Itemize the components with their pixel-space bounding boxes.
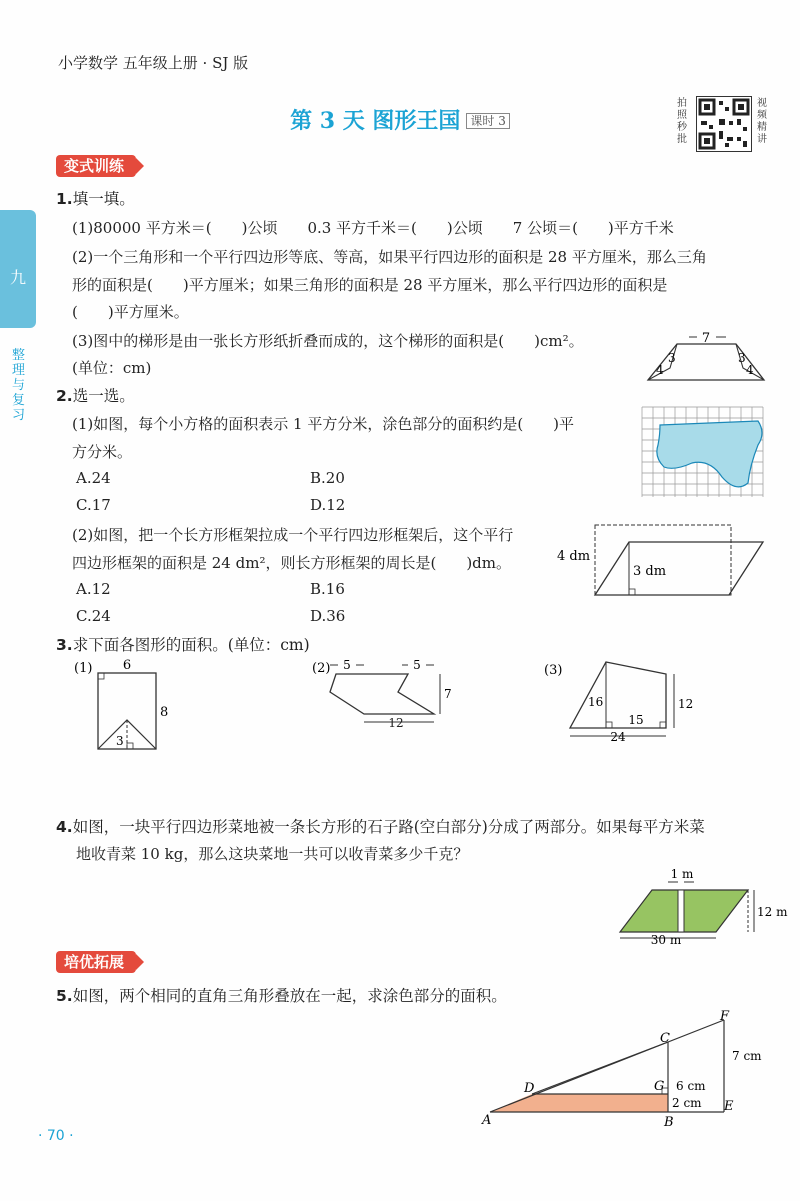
point-d: D — [524, 1081, 535, 1096]
q4-text-line2: 地收青菜 10 kg，那么这块菜地一共可以收青菜多少千克？ — [76, 845, 469, 863]
q4-text-line1: 如图，一块平行四边形菜地被一条长方形的石子路(空白部分)分成了两部分。如果每平方米菜 — [72, 818, 705, 836]
q3-number: 3. — [56, 636, 73, 654]
q3-f1-label: (1) — [74, 661, 93, 676]
field-height-label: 12 m — [757, 905, 788, 919]
point-b: B — [664, 1115, 674, 1130]
frame-side-label: 4 dm — [557, 549, 591, 564]
q2-title: 选一选。 — [72, 387, 135, 405]
unit-label: 整理与复习 — [12, 348, 26, 423]
q5-text: 如图，两个相同的直角三角形叠放在一起，求涂色部分的面积。 — [72, 987, 507, 1005]
gb-length-label: 2 cm — [672, 1096, 702, 1110]
q3-f3-seg: 15 — [628, 713, 644, 727]
point-g: G — [654, 1079, 665, 1094]
q3-figure-1 — [72, 656, 192, 756]
q3-f1-side: 8 — [160, 705, 169, 720]
unit-number: 九 — [10, 268, 27, 287]
q2-part1-line1: (1)如图，每个小方格的面积表示 1 平方分米，涂色部分的面积约是( )平 — [72, 415, 575, 433]
book-header: 小学数学 五年级上册 · SJ 版 — [58, 54, 249, 72]
q3-f2-h: 7 — [444, 687, 452, 701]
q3-f2-a: 5 — [343, 658, 351, 672]
q3-f1-inner: 3 — [116, 734, 124, 748]
q2-b-option-a[interactable]: A.12 — [76, 580, 111, 598]
q4-line1 — [56, 816, 776, 838]
q3-f3-label: (3) — [544, 663, 563, 678]
q2-heading — [56, 385, 135, 407]
vegetable-field-figure — [608, 866, 788, 948]
page-number: · 70 · — [38, 1128, 74, 1144]
q3-f3-h1: 16 — [588, 695, 604, 709]
q3-f3-base: 24 — [610, 730, 626, 744]
q2-number: 2. — [56, 387, 73, 405]
q3-title: 求下面各图形的面积。(单位：cm) — [72, 636, 310, 654]
q1-part3-line1: (3)图中的梯形是由一张长方形纸折叠而成的，这个梯形的面积是( )cm²。 — [72, 332, 584, 350]
field-base-label: 30 m — [650, 933, 682, 947]
q4-number: 4. — [56, 818, 73, 836]
q1-heading — [56, 188, 135, 210]
trap-right-b: 4 — [746, 363, 754, 377]
q1-part1: (1)80000 平方米＝( )公顷 0.3 平方千米＝( )公顷 7 公顷＝( )平方千米 — [72, 219, 674, 237]
q3-figure-2 — [310, 656, 460, 734]
point-c: C — [660, 1031, 670, 1046]
ge-length-label: 6 cm — [676, 1079, 706, 1093]
q1-number: 1. — [56, 190, 73, 208]
q2-a-option-a[interactable]: A.24 — [76, 469, 111, 487]
road-width-label: 1 m — [670, 867, 694, 881]
trap-left-a: 4 — [656, 363, 664, 377]
q3-f2-label: (2) — [312, 661, 331, 676]
trapezoid-fold-figure — [642, 328, 772, 386]
frame-height-label: 3 dm — [633, 564, 667, 579]
grid-shaded-figure — [640, 405, 772, 499]
q3-figure-3 — [542, 656, 692, 746]
q5-number: 5. — [56, 987, 73, 1005]
q5-line1 — [56, 985, 776, 1007]
point-a: A — [482, 1113, 492, 1128]
rectangle-parallelogram-figure — [553, 520, 773, 600]
trap-top-label: 7 — [701, 331, 711, 346]
q2-part1-line2: 方分米。 — [72, 443, 133, 461]
q3-f1-top: 6 — [122, 658, 132, 673]
triangles-figure — [480, 1008, 780, 1132]
q1-part2-line1: (2)一个三角形和一个平行四边形等底、等高，如果平行四边形的面积是 28 平方厘米，那么三角 — [72, 248, 707, 266]
point-e: E — [724, 1099, 734, 1114]
q2-b-option-d[interactable]: D.36 — [310, 607, 346, 625]
q1-part2-line2: 形的面积是( )平方厘米；如果三角形的面积是 28 平方厘米，那么平行四边形的面积是 — [72, 276, 668, 294]
qr-left-label: 拍照秒批 — [677, 98, 687, 145]
qr-code-icon[interactable] — [696, 96, 752, 152]
lesson-label: 课时 3 — [466, 113, 509, 129]
q3-f3-h2: 12 — [678, 697, 694, 711]
point-f: F — [720, 1009, 730, 1024]
q3-f2-base: 12 — [388, 716, 404, 730]
trap-left-b: 3 — [668, 351, 676, 365]
trap-right-a: 3 — [738, 351, 746, 365]
fe-length-label: 7 cm — [732, 1049, 762, 1063]
q2-a-option-d[interactable]: D.12 — [310, 496, 346, 514]
q2-part2-line2: 四边形框架的面积是 24 dm²，则长方形框架的周长是( )dm。 — [72, 554, 511, 572]
q2-b-option-b[interactable]: B.16 — [310, 580, 345, 598]
q2-part2-line1: (2)如图，把一个长方形框架拉成一个平行四边形框架后，这个平行 — [72, 526, 514, 544]
q1-part3-line2: (单位：cm) — [72, 359, 152, 377]
q3-heading — [56, 634, 310, 656]
q1-title: 填一填。 — [72, 190, 135, 208]
q3-f2-b: 5 — [413, 658, 421, 672]
q2-b-option-c[interactable]: C.24 — [76, 607, 111, 625]
q2-a-option-b[interactable]: B.20 — [310, 469, 345, 487]
q2-a-option-c[interactable]: C.17 — [76, 496, 111, 514]
section-tag-advanced: 培优拓展 — [56, 951, 136, 973]
q1-part2-line3: ( )平方厘米。 — [72, 303, 189, 321]
qr-right-label: 视频精讲 — [757, 98, 767, 145]
section-tag-practice: 变式训练 — [56, 155, 136, 177]
title-main: 第 3 天 图形王国 — [290, 108, 461, 134]
